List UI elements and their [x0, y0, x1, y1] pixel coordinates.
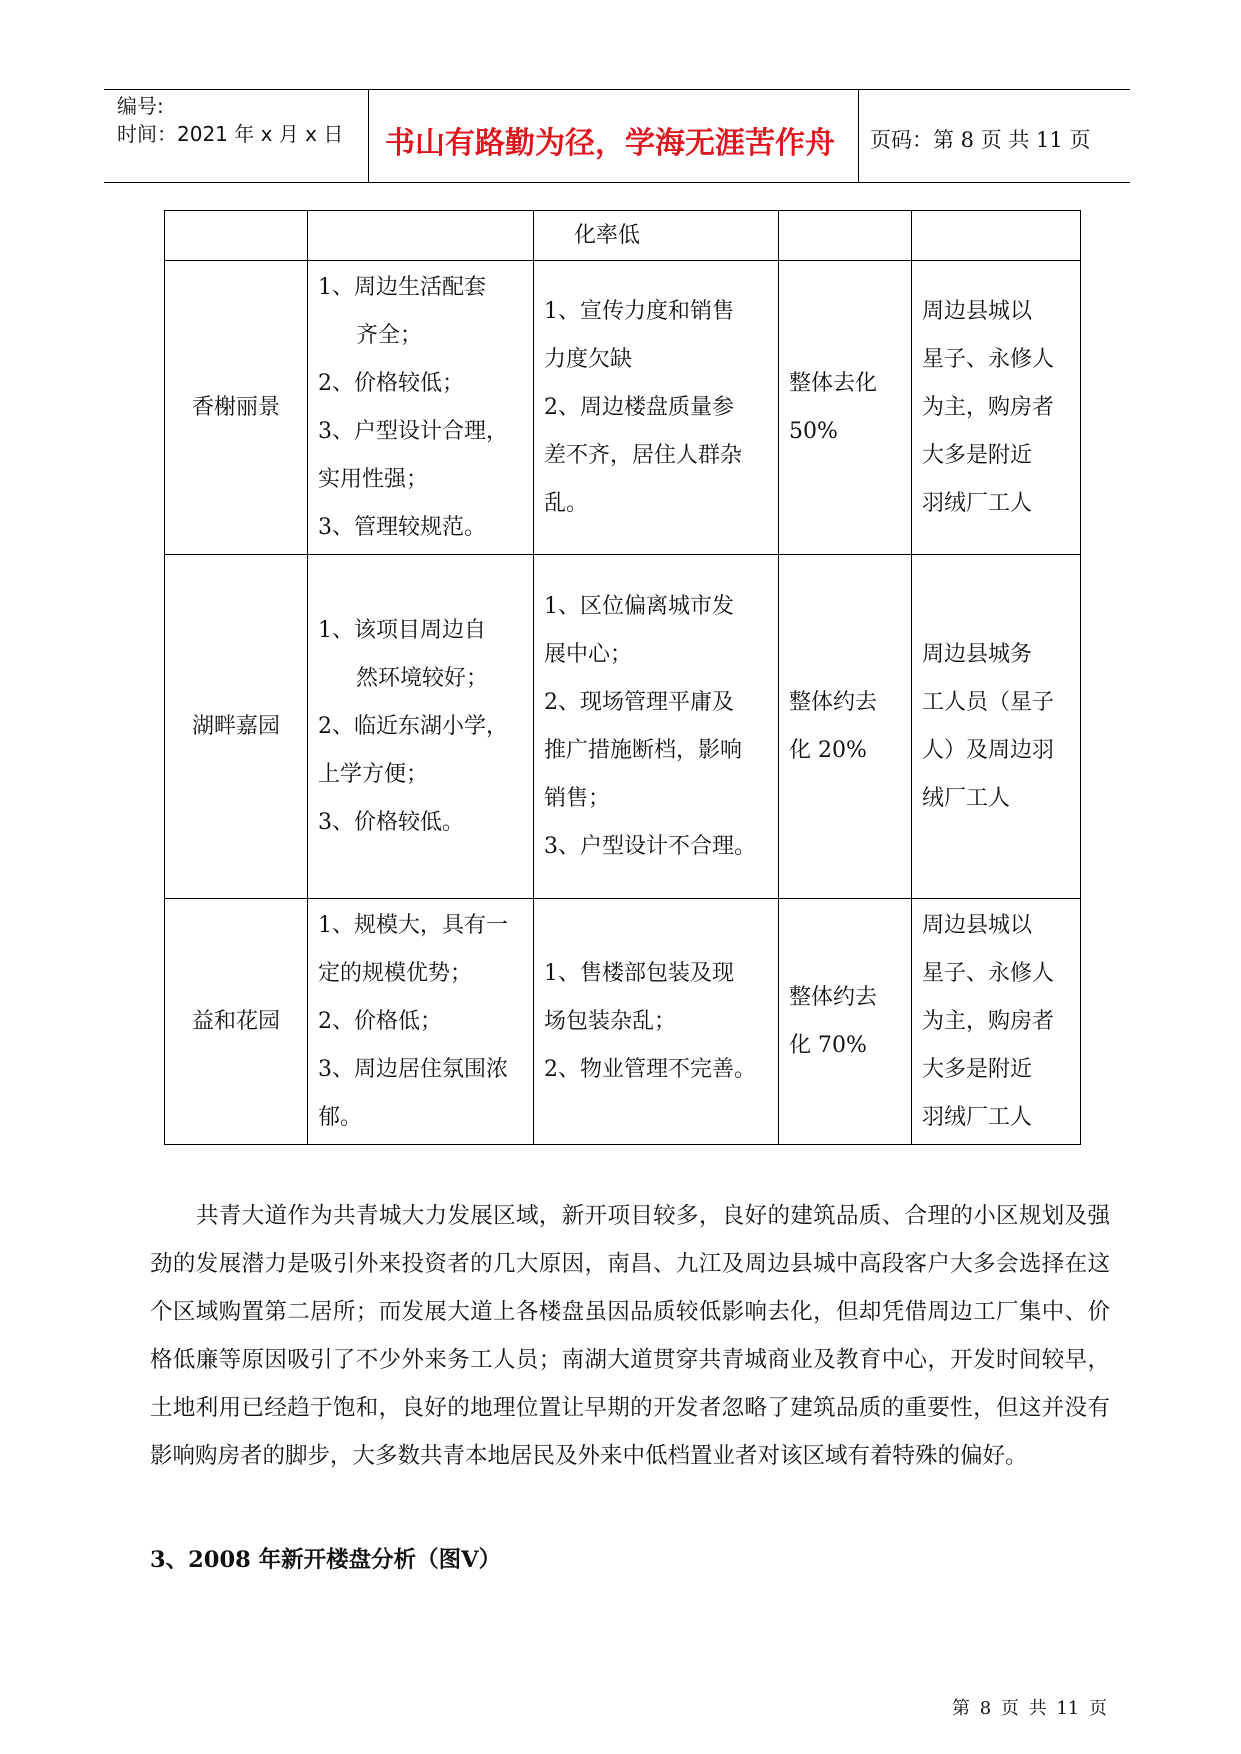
property-comparison-table: [164, 210, 1081, 1145]
table-line: 1、该项目周边自: [318, 617, 486, 643]
table-line: 整体约去: [789, 689, 878, 715]
table-line: 展中心；: [544, 641, 633, 667]
table-cell: [912, 211, 1081, 261]
table-line: 差不齐，居住人群杂: [544, 442, 743, 468]
table-line: 2、临近东湖小学，: [318, 713, 508, 739]
table-row: [165, 899, 1081, 1145]
body-paragraph: [150, 1192, 1110, 1480]
table-line: 整体约去: [789, 984, 878, 1010]
time-label: 时间：2021 年 x 月 x 日: [117, 122, 344, 146]
advantages-cell: [308, 261, 534, 555]
property-name: 湖畔嘉园: [165, 555, 308, 899]
table-line: 星子、永修人: [922, 346, 1055, 372]
table-line: 化 70%: [789, 1032, 867, 1058]
table-line: 3、户型设计合理，: [318, 418, 508, 444]
table-line: 推广措施断档，影响: [544, 737, 743, 763]
table-line: 2、物业管理不完善。: [544, 1056, 756, 1082]
table-line: 定的规模优势；: [318, 960, 473, 986]
table-line: 1、售楼部包装及现: [544, 960, 734, 986]
table-line: 1、周边生活配套: [318, 274, 486, 300]
table-row-continuation: [165, 211, 1081, 261]
header-page-info: 页码：第 8 页 共 11 页: [870, 128, 1091, 152]
header-motto: 书山有路勤为径，学海无涯苦作舟: [385, 126, 835, 161]
paragraph-text: 共青大道作为共青城大力发展区域，新开项目较多，良好的建筑品质、合理的小区规划及强劲的发展潜力是吸引外来投资者的几大原因，南昌、九江及周边县城中高段客户大多会选择在这个区域购置第二居所；而发展大道上各楼盘虽因品质较低影响去化，但却凭借周边工厂集中、价格低廉等原因吸引了不少外来务工人员；南湖大道贯穿共青城商业及教育中心，开发时间较早，土地利用已经趋于饱和，良好的地理位置让早期的开发者忽略了建筑品质的重要性，但这并没有影响购房者的脚步，大多数共青本地居民及外来中低档置业者对该区域有着特殊的偏好。: [150, 1203, 1110, 1469]
property-name: 益和花园: [165, 899, 308, 1145]
header-bottom-rule: [104, 182, 1130, 183]
disadvantages-cell: [534, 555, 779, 899]
table-line: 为主，购房者: [922, 1008, 1055, 1034]
table-line: 然环境较好；: [356, 665, 489, 691]
advantages-cell: [308, 899, 534, 1145]
buyers-cell: [912, 899, 1081, 1145]
buyers-cell: [912, 555, 1081, 899]
table-line: 3、价格较低。: [318, 809, 464, 835]
table-row: [165, 261, 1081, 555]
table-line: 羽绒厂工人: [922, 490, 1033, 516]
table-cell: [165, 211, 308, 261]
table-line: 销售；: [544, 785, 611, 811]
section-heading: 3、2008 年新开楼盘分析（图Ⅴ）: [150, 1547, 502, 1573]
table-line: 齐全；: [356, 322, 423, 348]
serial-label: 编号:: [117, 94, 164, 118]
table-line: 3、周边居住氛围浓: [318, 1056, 508, 1082]
table-line: 50%: [789, 418, 838, 444]
property-name: 香榭丽景: [165, 261, 308, 555]
table-line: 绒厂工人: [922, 785, 1011, 811]
buyers-cell: [912, 261, 1081, 555]
header-divider-right: [858, 89, 859, 183]
table-line: 3、管理较规范。: [318, 514, 486, 540]
table-line: 1、规模大，具有一: [318, 912, 508, 938]
disadvantages-cell: [534, 261, 779, 555]
table-line: 化 20%: [789, 737, 867, 763]
table-line: 2、价格低；: [318, 1008, 442, 1034]
table-line: 郁。: [318, 1104, 363, 1130]
table-line: 周边县城以: [922, 298, 1033, 324]
table-cell: 化率低: [534, 211, 779, 261]
table-line: 实用性强；: [318, 466, 429, 492]
table-row: [165, 555, 1081, 899]
table-cell: [779, 211, 912, 261]
table-line: 1、区位偏离城市发: [544, 593, 734, 619]
table-line: 2、现场管理平庸及: [544, 689, 734, 715]
table-line: 大多是附近: [922, 1056, 1033, 1082]
absorption-cell: [779, 261, 912, 555]
table-line: 周边县城务: [922, 641, 1033, 667]
table-cell: [308, 211, 534, 261]
absorption-cell: [779, 899, 912, 1145]
table-line: 2、价格较低；: [318, 370, 464, 396]
header-top-rule: [104, 89, 1130, 90]
table-line: 乱。: [544, 490, 589, 516]
table-line: 场包装杂乱；: [544, 1008, 677, 1034]
header-meta: [117, 92, 343, 148]
table-line: 人）及周边羽: [922, 737, 1055, 763]
table-line: 大多是附近: [922, 442, 1033, 468]
header-divider-left: [368, 89, 369, 183]
table-line: 2、周边楼盘质量参: [544, 394, 734, 420]
table-line: 为主，购房者: [922, 394, 1055, 420]
absorption-cell: [779, 555, 912, 899]
advantages-cell: [308, 555, 534, 899]
page-footer: 第 8 页 共 11 页: [952, 1698, 1107, 1719]
table-line: 力度欠缺: [544, 346, 633, 372]
table-line: 星子、永修人: [922, 960, 1055, 986]
table-line: 整体去化: [789, 370, 878, 396]
table-line: 1、宣传力度和销售: [544, 298, 734, 324]
table-line: 3、户型设计不合理。: [544, 833, 756, 859]
table-line: 周边县城以: [922, 912, 1033, 938]
table-line: 羽绒厂工人: [922, 1104, 1033, 1130]
table-line: 上学方便；: [318, 761, 429, 787]
table-line: 工人员（星子: [922, 689, 1055, 715]
disadvantages-cell: [534, 899, 779, 1145]
